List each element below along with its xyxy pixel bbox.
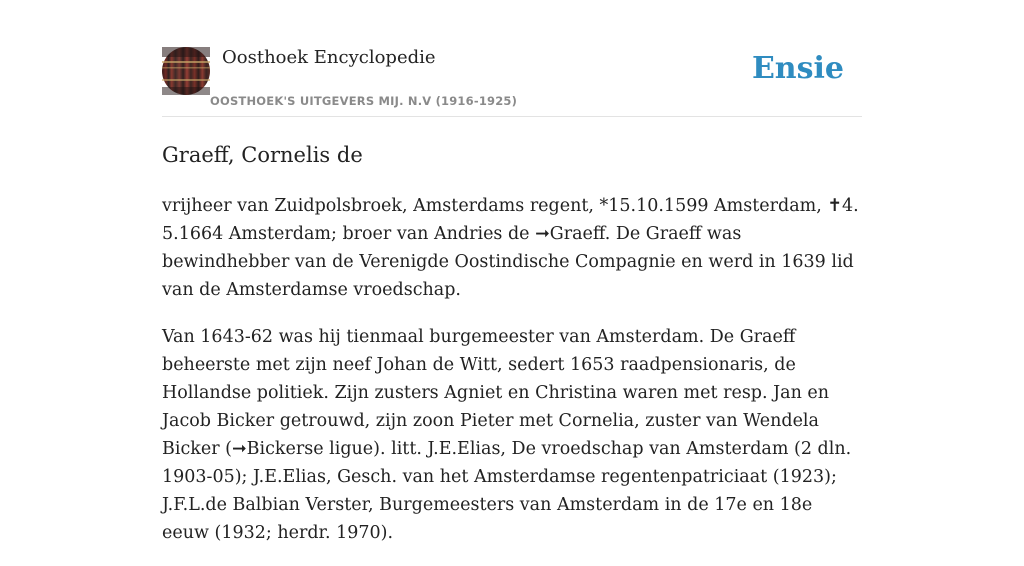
article-paragraph bbox=[162, 323, 864, 547]
ensie-logo-link[interactable]: Ensie bbox=[751, 51, 844, 86]
site-header bbox=[162, 0, 862, 117]
article-paragraph bbox=[162, 192, 864, 304]
article-body bbox=[162, 192, 864, 566]
site-name[interactable]: Oosthoek Encyclopedie bbox=[222, 47, 436, 68]
paragraph-text: ). litt. J.E.Elias, De vroedschap van Amsterdam (2 dln. 1903-05); J.E.Elias, Gesch. van het Amsterdamse regentenpatriciaat (1923); J.F.L.de Balbian Verster, Burgemeesters van Amsterdam in de 17e en 18e eeuw (1932; herdr. 1970). bbox=[162, 439, 852, 543]
encyclopedia-books-icon[interactable] bbox=[162, 47, 210, 95]
paragraph-text: . De Graeff was bewindhebber van de Verenigde Oostindische Compagnie en werd in 1639 lid van de Amsterdamse vroedschap. bbox=[162, 224, 854, 300]
cross-reference-link-bickerse-ligue[interactable]: ➞Bickerse ligue bbox=[231, 439, 374, 459]
publisher-label: OOSTHOEK'S UITGEVERS MIJ. N.V (1916-1925) bbox=[210, 94, 518, 108]
cross-reference-link-graeff[interactable]: ➞Graeff bbox=[535, 224, 605, 244]
article-title: Graeff, Cornelis de bbox=[162, 143, 363, 167]
paragraph-text: Van 1643-62 was hij tienmaal burgemeester van Amsterdam. De Graeff beheerste met zijn neef Johan de Witt, sedert 1653 raadpensionaris, de Hollandse politiek. Zijn zusters Agniet en Christina waren met resp. Jan en Jacob Bicker getrouwd, zijn zoon Pieter met Cornelia, zuster van Wendela Bicker ( bbox=[162, 327, 830, 459]
paragraph-text: vrijheer van Zuidpolsbroek, Amsterdams regent, *15.10.1599 Amsterdam, ✝4. 5.1664 Amsterdam; broer van Andries de bbox=[162, 196, 859, 244]
